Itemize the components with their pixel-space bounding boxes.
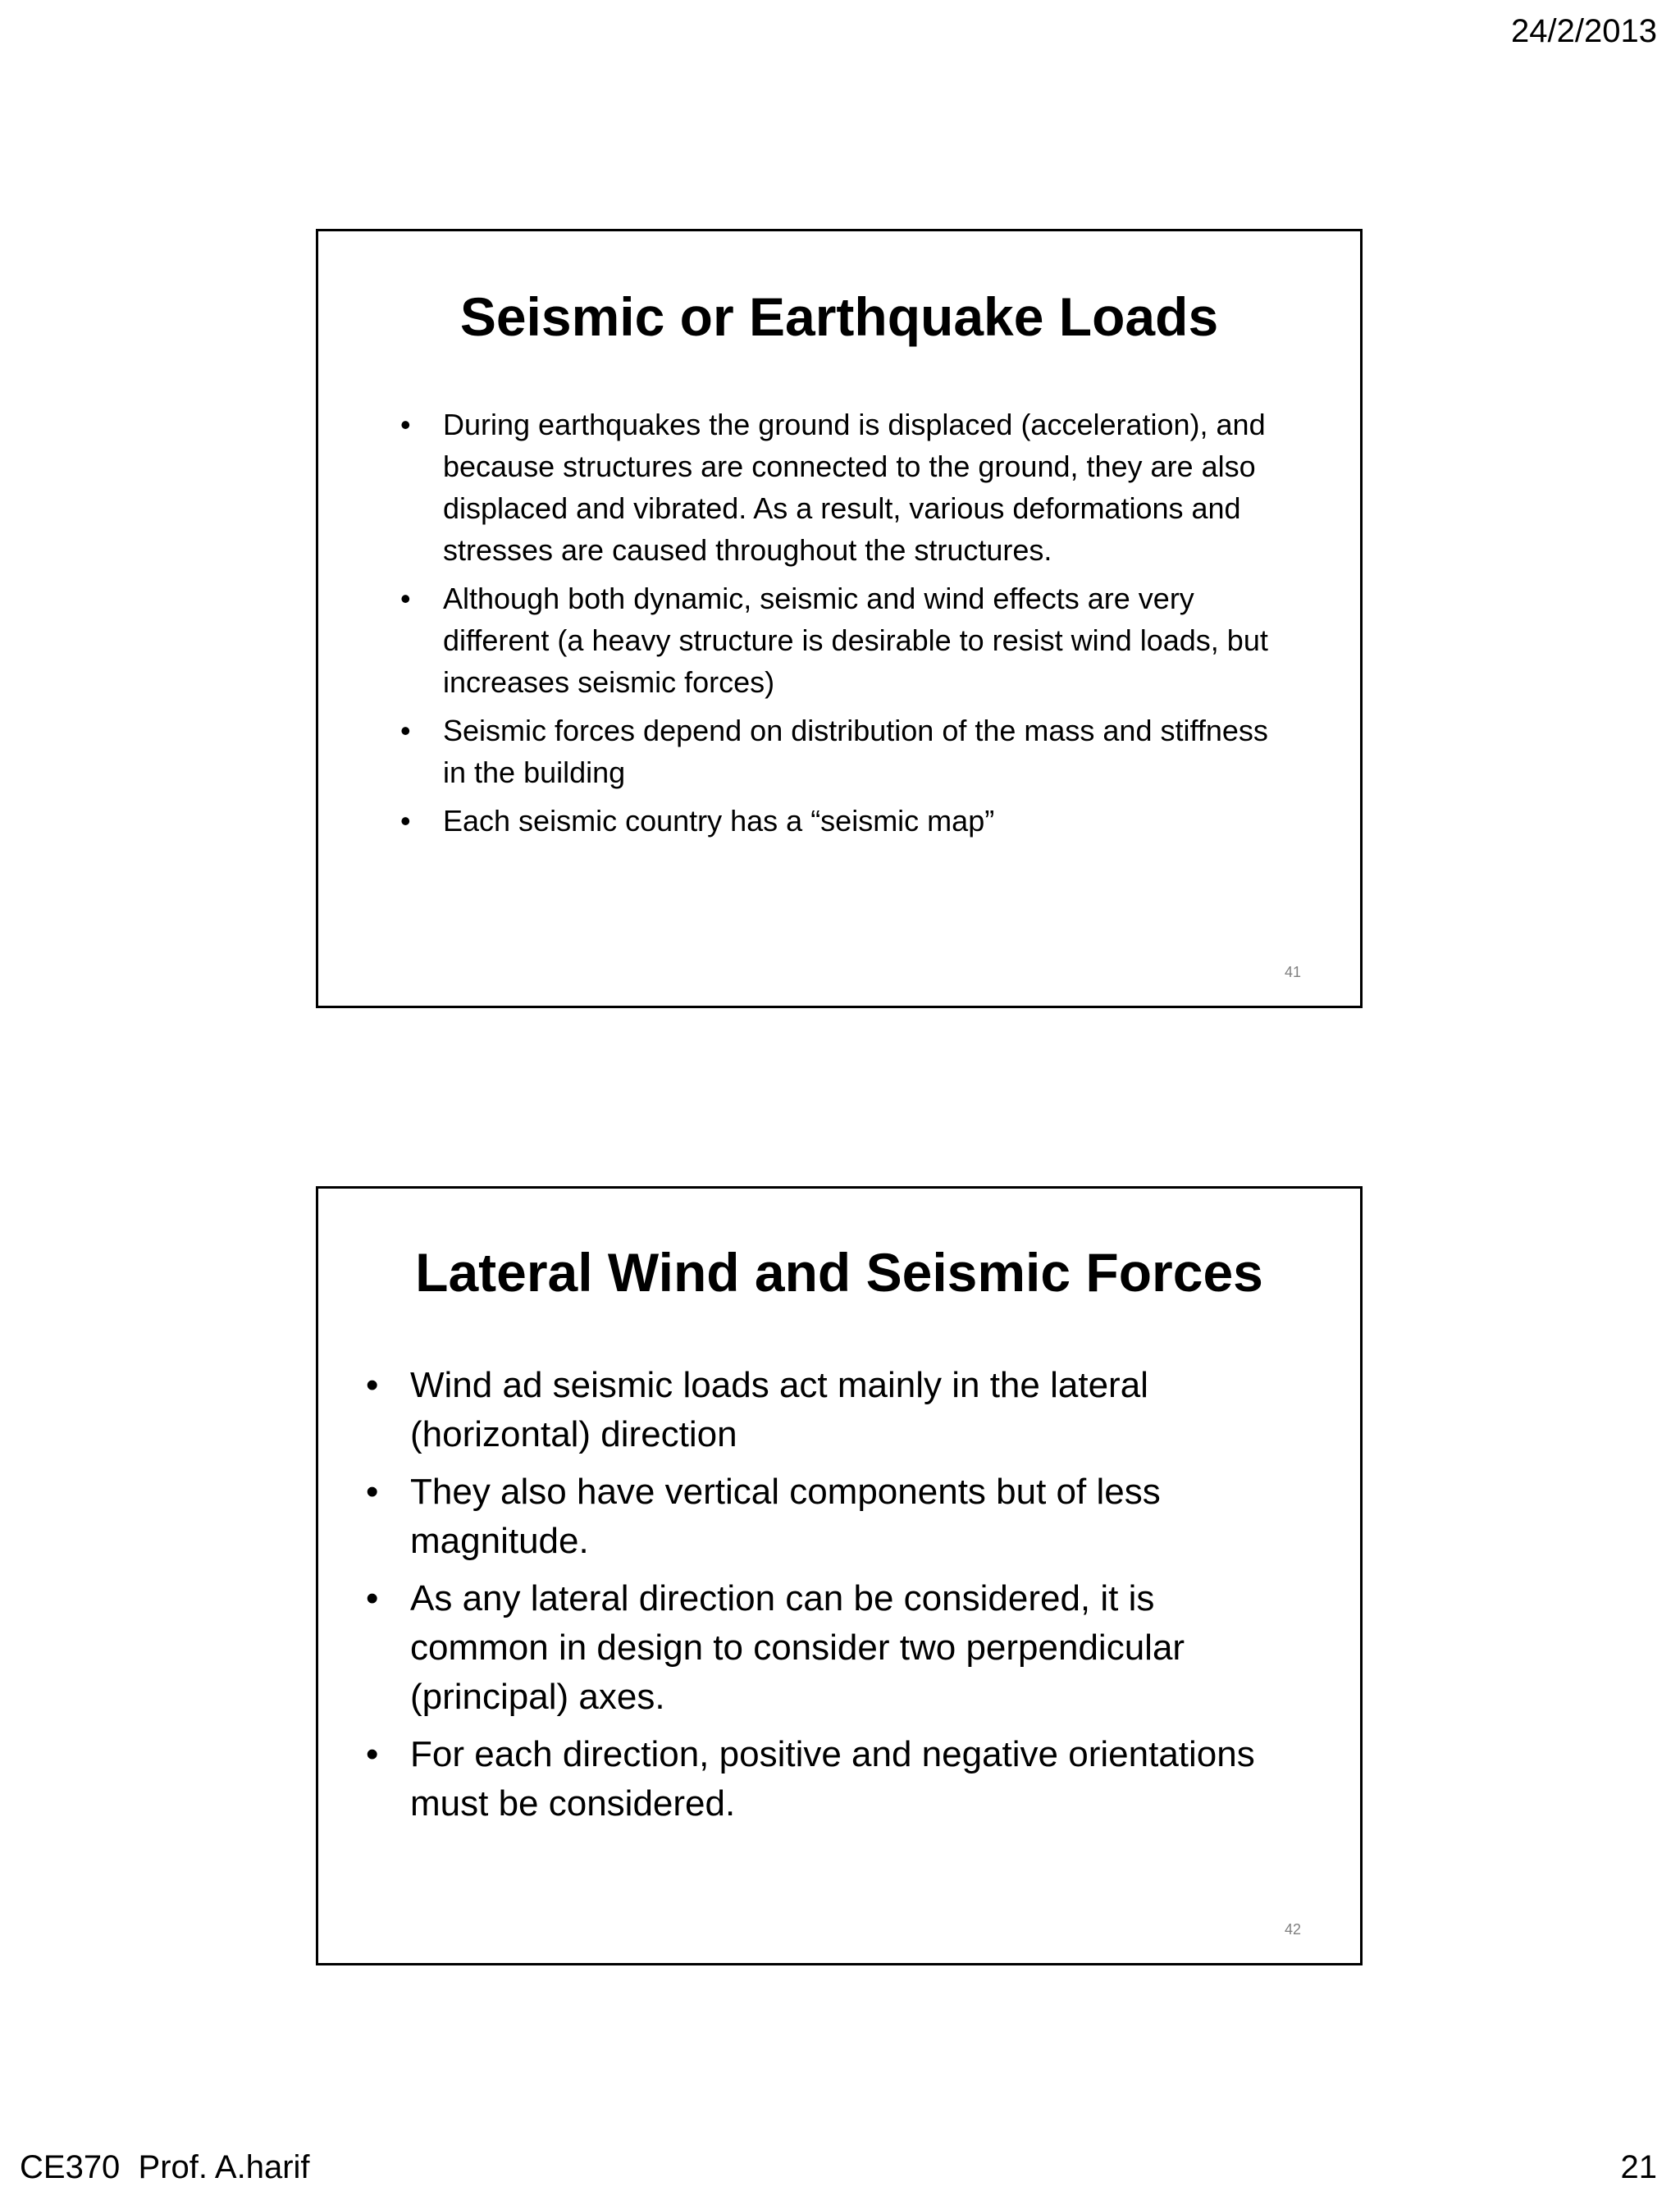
bullet-text: Each seismic country has a “seismic map” xyxy=(443,804,995,838)
list-item xyxy=(366,1361,1301,1459)
bullet-icon: • xyxy=(400,582,411,615)
bullet-icon: • xyxy=(366,1578,379,1618)
slide-number: 41 xyxy=(1284,964,1301,980)
bullet-icon: • xyxy=(366,1365,379,1405)
list-item xyxy=(366,1468,1301,1566)
list-item xyxy=(400,710,1278,793)
bullet-icon: • xyxy=(400,714,411,747)
slide-title: Seismic or Earthquake Loads xyxy=(459,286,1219,347)
bullet-text: They also have vertical components but of less magnitude. xyxy=(410,1472,1161,1561)
slide-title: Lateral Wind and Seismic Forces xyxy=(415,1242,1263,1303)
bullet-icon: • xyxy=(366,1472,379,1512)
slide-seismic-earthquake-loads xyxy=(316,229,1363,1008)
list-item xyxy=(366,1730,1301,1828)
course-footer: CE370 Prof. A.harif xyxy=(20,2149,310,2185)
bullet-list xyxy=(366,1361,1301,1837)
page-number: 21 xyxy=(1620,2149,1657,2185)
list-item xyxy=(366,1574,1301,1722)
bullet-text: Although both dynamic, seismic and wind effects are very different (a heavy structure is desirable to resist wind loads, but increases seismic forces) xyxy=(443,582,1268,699)
bullet-text: During earthquakes the ground is displaced (acceleration), and because structures are connected to the ground, they are also displaced and vibrated. As a result, various deformations and stresses are caused throughout the structures. xyxy=(443,408,1266,567)
bullet-text: As any lateral direction can be considered, it is common in design to consider two perpendicular (principal) axes. xyxy=(410,1578,1185,1717)
slide-number: 42 xyxy=(1284,1921,1301,1938)
bullet-text: Seismic forces depend on distribution of the mass and stiffness in the building xyxy=(443,714,1268,789)
list-item xyxy=(400,404,1278,571)
bullet-text: For each direction, positive and negative orientations must be considered. xyxy=(410,1734,1255,1824)
bullet-icon: • xyxy=(400,408,411,441)
slide-lateral-wind-seismic-forces xyxy=(316,1186,1363,1965)
list-item xyxy=(400,800,1278,842)
bullet-icon: • xyxy=(400,804,411,838)
list-item xyxy=(400,578,1278,703)
bullet-list xyxy=(400,404,1278,848)
page-date: 24/2/2013 xyxy=(1511,13,1657,49)
bullet-icon: • xyxy=(366,1734,379,1774)
bullet-text: Wind ad seismic loads act mainly in the lateral (horizontal) direction xyxy=(410,1365,1148,1454)
